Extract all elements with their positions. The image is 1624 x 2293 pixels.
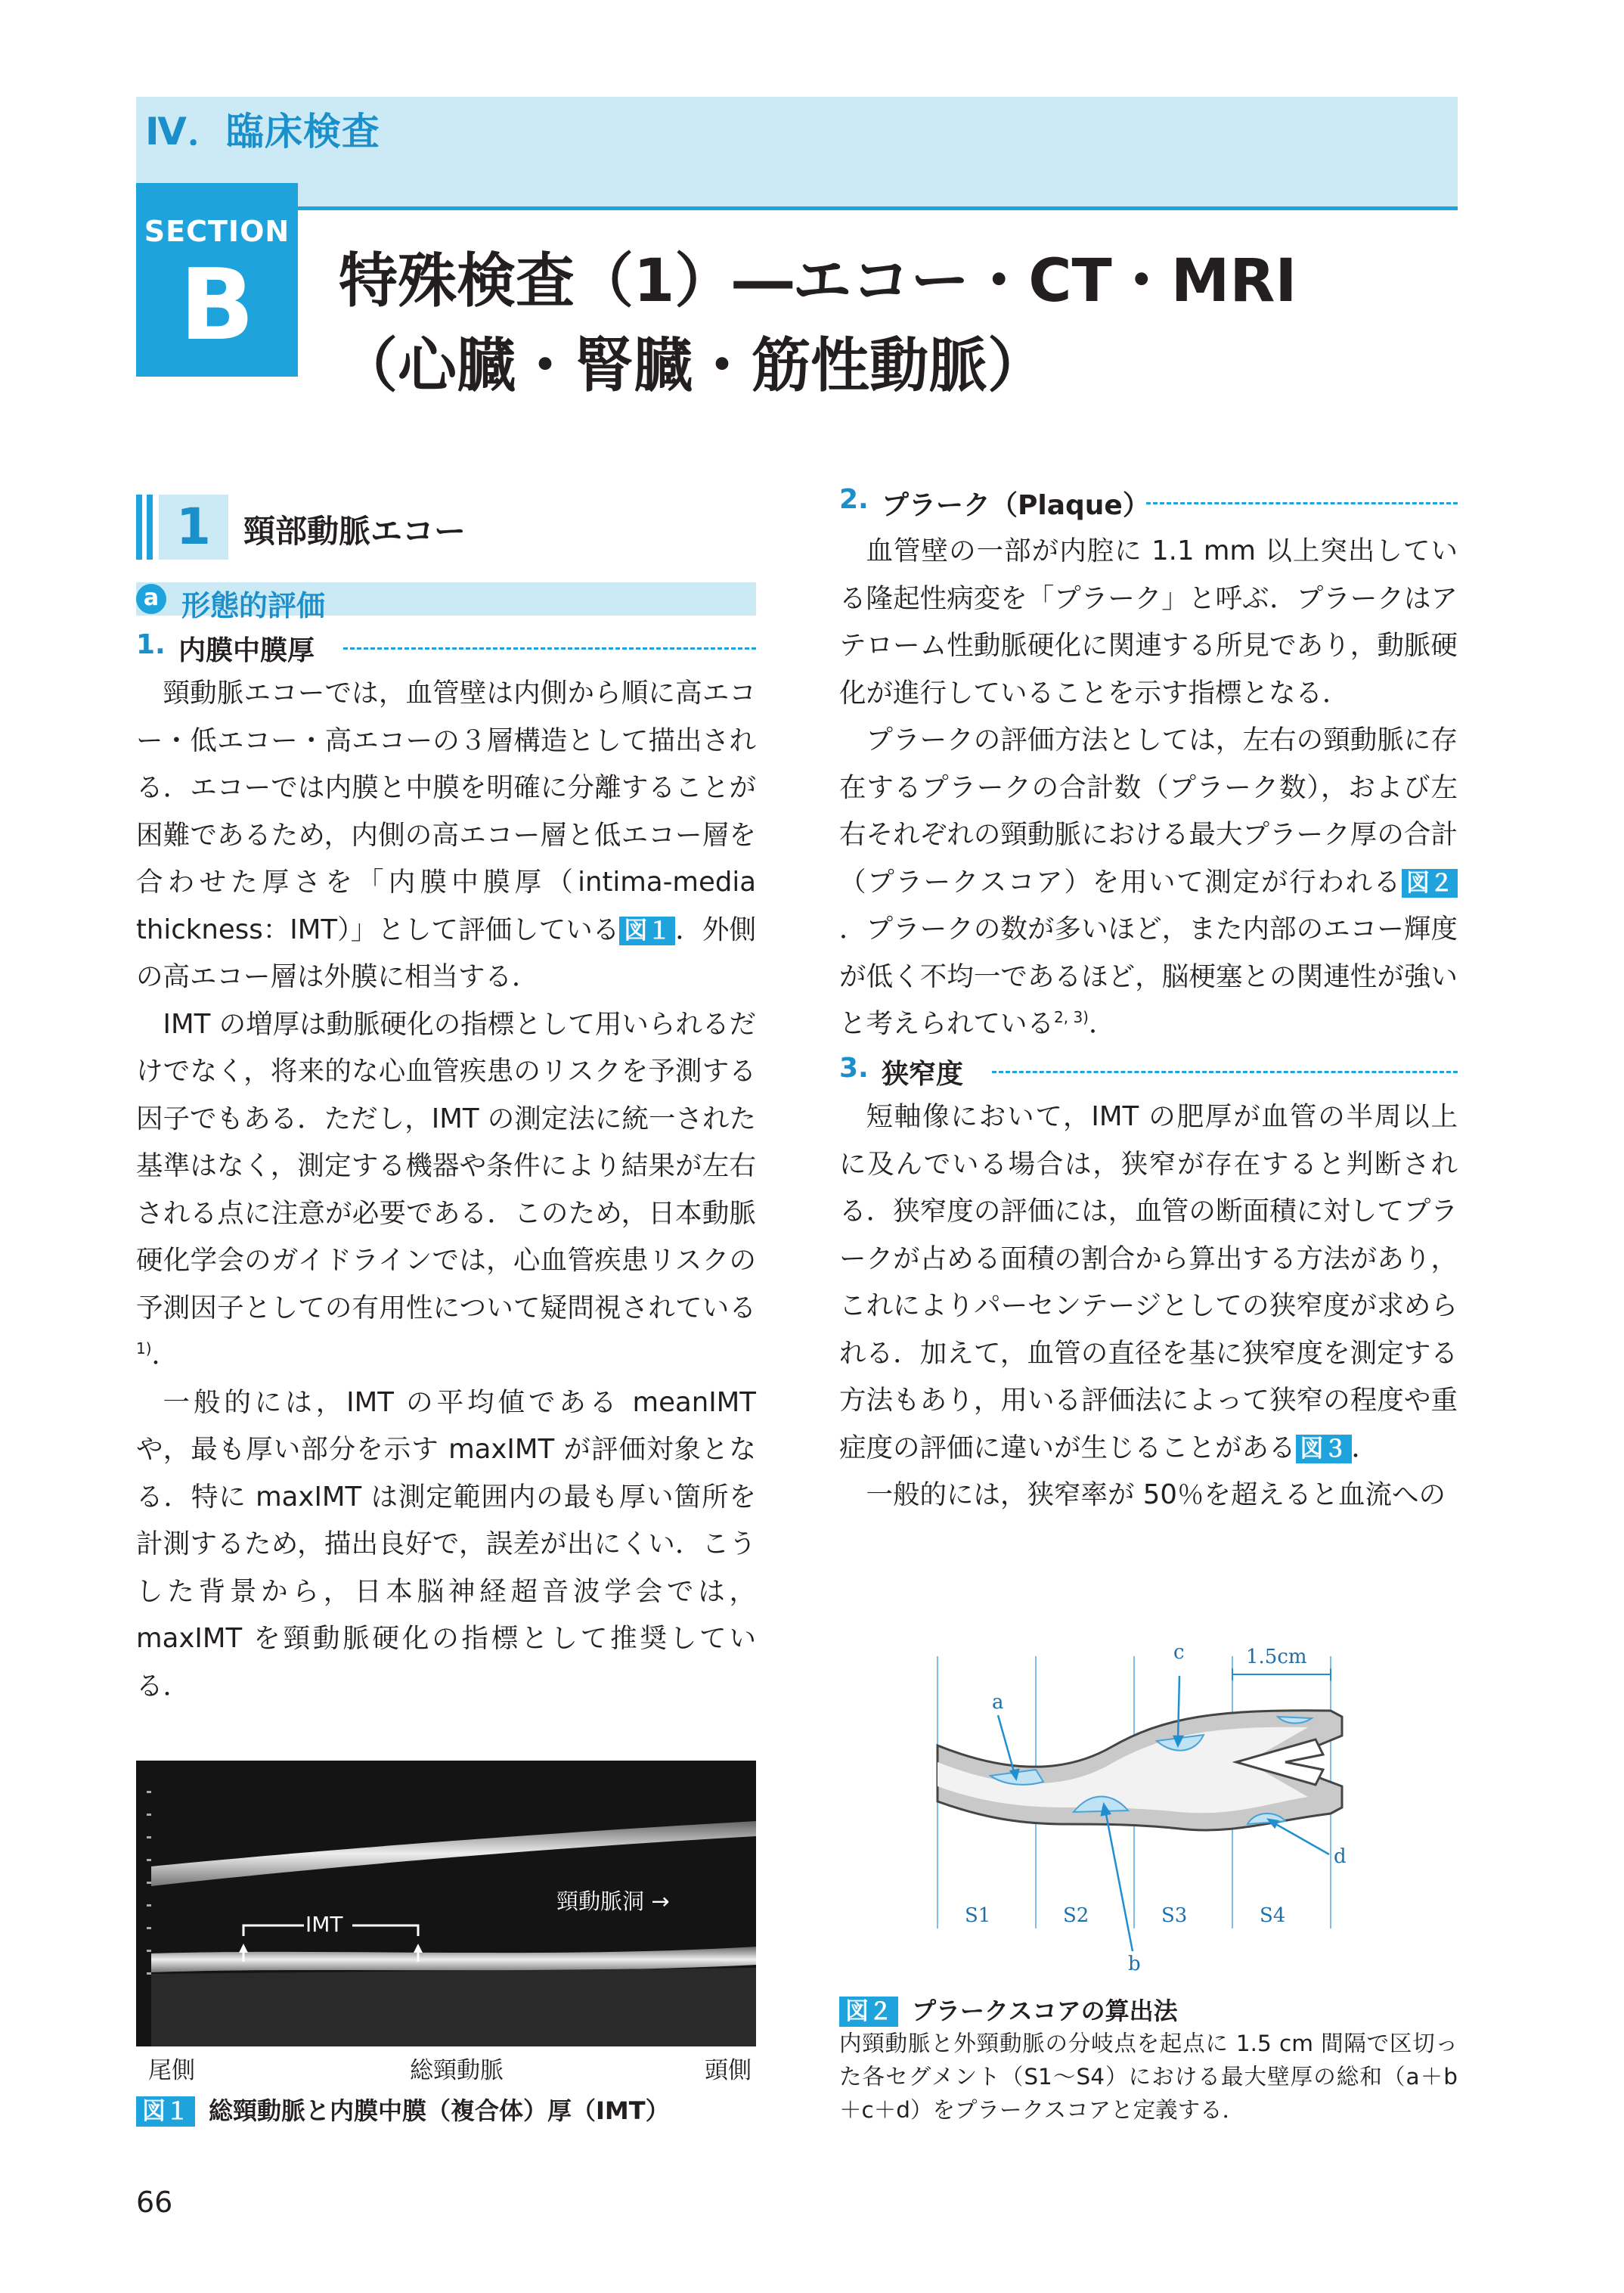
segment-s4: S4 [1260, 1904, 1286, 1927]
item3-body [839, 1094, 1458, 1519]
paragraph-text: ． [151, 1339, 179, 1370]
plaque-score-diagram [930, 1626, 1384, 1981]
citation: 1) [136, 1339, 152, 1358]
item2-body [839, 528, 1458, 1048]
section-title: 頸部動脈エコー [243, 513, 466, 550]
dashed-rule [992, 1071, 1458, 1073]
item1-body [136, 670, 756, 1710]
section-letter: B [179, 247, 255, 362]
item3-heading [839, 1053, 1458, 1091]
label-a: a [992, 1691, 1004, 1714]
figure1-tag: 図１ [136, 2096, 195, 2127]
figure1-caption [136, 2092, 670, 2127]
paragraph: 一般的には，狭窄率が 50％を超えると血流への [866, 1479, 1446, 1510]
item1-title: 内膜中膜厚 [178, 635, 315, 666]
segment-s3: S3 [1161, 1904, 1188, 1927]
scale-label: 1.5cm [1246, 1646, 1307, 1668]
figure2-tag: 図２ [839, 1997, 898, 2027]
label-c: c [1173, 1641, 1185, 1664]
dashed-rule [343, 647, 756, 650]
paragraph [839, 717, 1458, 1048]
figure2-caption-text: 内頸動脈と外頸動脈の分岐点を起点に 1.5 cm 間隔で区切った各セグメント（S1〜S4）における最大壁厚の総和（a＋b＋c＋d）をプラークスコアと定義する． [839, 2031, 1458, 2123]
segment-s2: S2 [1063, 1904, 1089, 1927]
axis-caudal: 尾側 [148, 2057, 195, 2084]
ultrasound-image [136, 1761, 756, 2046]
item2-heading [839, 484, 1458, 522]
citation: 2, 3) [1054, 1008, 1089, 1027]
figure-ref[interactable]: 図１ [619, 917, 675, 945]
paragraph-text: ． [1088, 1008, 1116, 1039]
paragraph-text: ．プラークの数が多いほど，また内部のエコー輝度が低く不均一であるほど，脳梗塞との関連性が強いと考えられている [839, 914, 1458, 1039]
title-rule [298, 206, 1458, 210]
heading-bar [136, 495, 142, 560]
section-badge [136, 183, 298, 377]
paragraph [136, 670, 756, 1001]
subsection-title: 形態的評価 [181, 589, 326, 622]
paragraph-text: ． [1351, 1432, 1379, 1463]
page-number: 66 [136, 2186, 173, 2219]
item2-number: 2. [839, 484, 869, 515]
paragraph-text: ．外側の高エコー層は外膜に相当する． [136, 914, 756, 992]
item3-number: 3. [839, 1053, 869, 1084]
figure-ref[interactable]: 図２ [1402, 869, 1458, 898]
paragraph-text: 頸動脈エコーでは，血管壁は内側から順に高エコー・低エコー・高エコーの３層構造として描出される．エコーでは内膜と中膜を明確に分離することが困難であるため，内側の高エコー層と低エコー層を合わせた厚さを「内膜中膜厚（intima-media thickness：IMT）」として評価している [136, 678, 756, 945]
imt-label: IMT [305, 1912, 343, 1937]
axis-cranial: 頭側 [705, 2057, 752, 2084]
item2-title: プラーク（Plaque） [882, 490, 1150, 521]
subsection-heading [136, 582, 756, 622]
subsection-marker: a [136, 584, 166, 614]
paragraph-text: 短軸像において，IMT の肥厚が血管の半周以上に及んでいる場合は，狭窄が存在すると判断される．狭窄度の評価には，血管の断面積に対してプラークが占める面積の割合から算出する方法があり，これによりパーセンテージとしての狭窄度が求められる．加えて，血管の直径を基に狭窄度を測定する方法もあり，用いる評価法によって狭窄の程度や重症度の評価に違いが生じることがある [839, 1101, 1458, 1463]
paragraph-text: プラークの評価方法としては，左右の頸動脈に存在するプラークの合計数（プラーク数），および左右それぞれの頸動脈における最大プラーク厚の合計（プラークスコア）を用いて測定が行われる [839, 725, 1458, 898]
figure-ref[interactable]: 図３ [1296, 1435, 1352, 1463]
section-label: SECTION [144, 215, 290, 248]
figure2-title: プラークスコアの算出法 [912, 1997, 1178, 2025]
page-title [339, 239, 1297, 408]
plaque-diagram-graphic [930, 1626, 1384, 1981]
figure2-caption [839, 1992, 1458, 2127]
paragraph [839, 1094, 1458, 1472]
axis-common-carotid: 総頸動脈 [410, 2057, 504, 2084]
figure1-title: 総頸動脈と内膜中膜（複合体）厚（IMT） [209, 2096, 670, 2125]
dashed-rule [1146, 502, 1458, 504]
segment-s1: S1 [965, 1904, 991, 1927]
label-d: d [1334, 1845, 1347, 1868]
heading-bar [147, 495, 153, 560]
section-heading [136, 495, 756, 560]
paragraph-text: IMT の増厚は動脈硬化の指標として用いられるだけでなく，将来的な心血管疾患のリスクを予測する因子でもある．ただし，IMT の測定法に統一された基準はなく，測定する機器や条件により結果が左右される点に注意が必要である．このため，日本動脈硬化学会のガイドラインでは，心血管疾患リスクの予測因子としての有用性について疑問視されている [136, 1008, 756, 1323]
item1-heading [136, 629, 756, 667]
sinus-label: 頸動脈洞 → [556, 1888, 670, 1914]
section-number: 1 [159, 495, 228, 560]
paragraph: 血管壁の一部が内腔に 1.1 mm 以上突出している隆起性病変を「プラーク」と呼ぶ．プラークはアテローム性動脈硬化に関連する所見であり，動脈硬化が進行していることを示す指標となる． [839, 535, 1458, 709]
item1-number: 1. [136, 629, 166, 660]
page-title-line2: （心臓・腎臓・筋性動脈） [339, 332, 1047, 400]
label-b: b [1128, 1953, 1141, 1975]
page-title-line1: 特殊検査（1）―エコー・CT・MRI [339, 247, 1297, 315]
paragraph [136, 1001, 756, 1379]
figure2-caption-head [839, 1992, 1458, 2027]
item3-title: 狭窄度 [882, 1059, 964, 1090]
chapter-title: Ⅳ．臨床検査 [145, 110, 380, 154]
paragraph: 一般的には，IMT の平均値である meanIMT や，最も厚い部分を示す maxIMT が評価対象となる．特に maxIMT は測定範囲内の最も厚い箇所を計測するため，描出良好で，誤差が出にくい．こうした背景から，日本脳神経超音波学会では，maxIMT を頸動脈硬化の指標として推奨している． [136, 1386, 756, 1702]
